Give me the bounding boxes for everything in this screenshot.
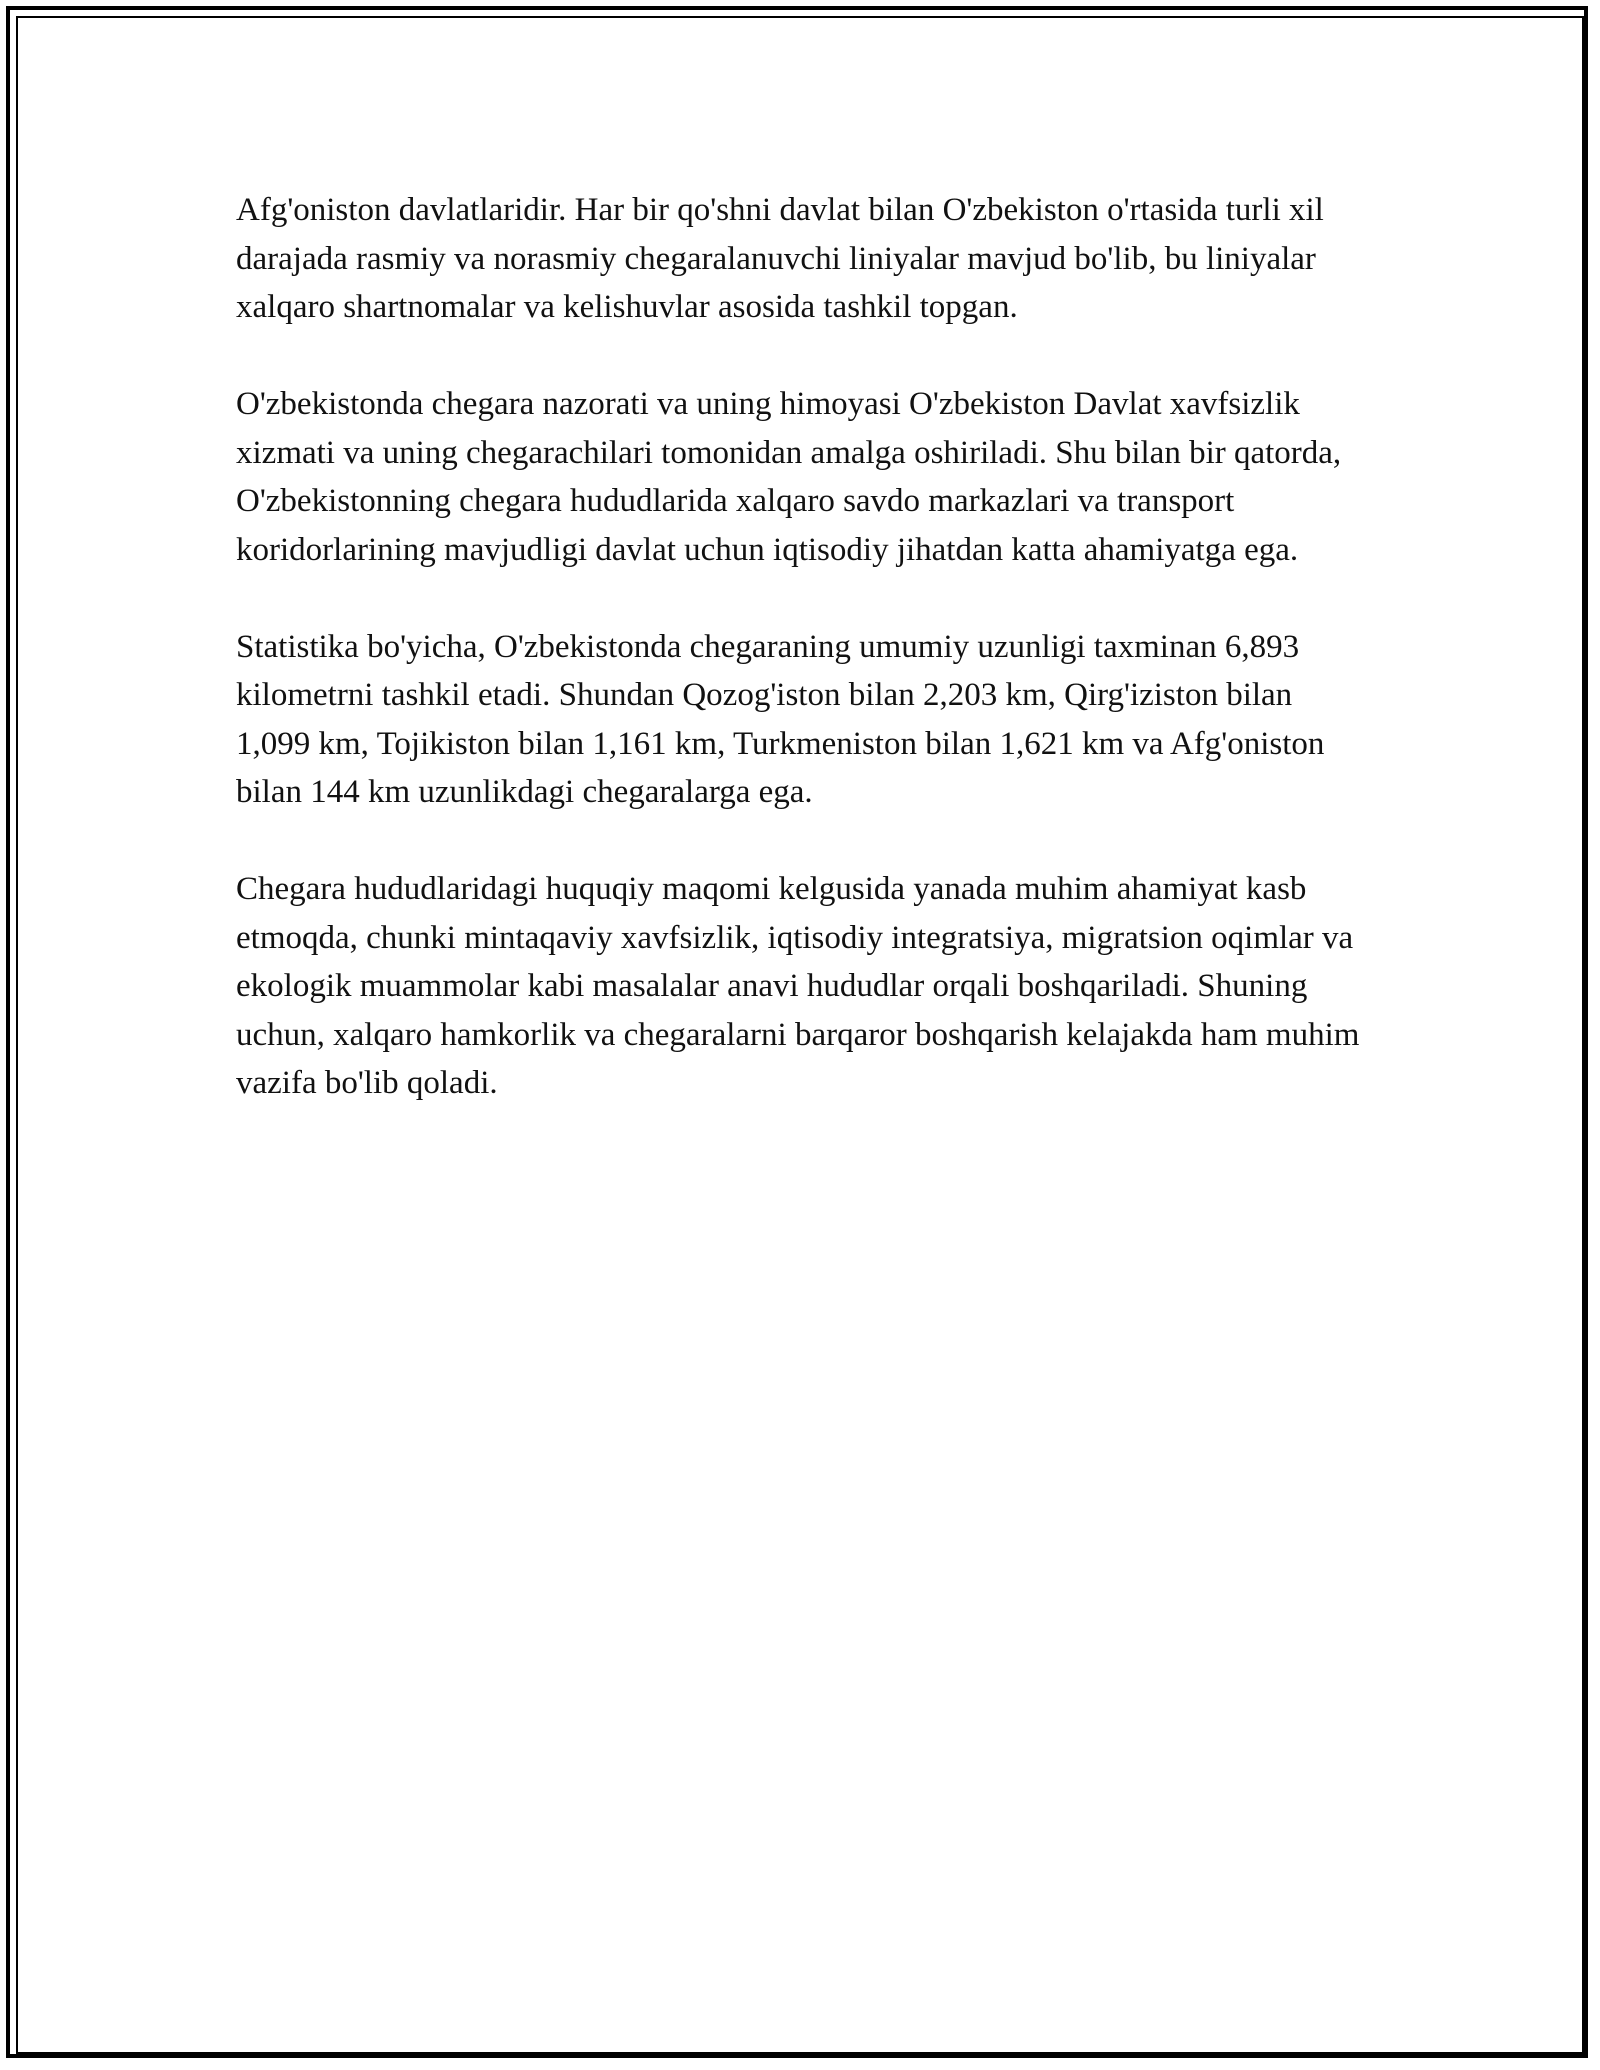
- paragraph-4: Chegara hududlaridagi huquqiy maqomi kelgusida yanada muhim ahamiyat kasb etmoqda, chunki mintaqaviy xavfsizlik, iqtisodiy integratsiya, migratsion oqimlar va ekologik muammolar kabi masalalar anavi hududlar orqali boshqariladi. Shuning uchun, xalqaro hamkorlik va chegaralarni barqaror boshqarish kelajakda ham muhim vazifa bo'lib qoladi.: [236, 871, 1360, 1101]
- paragraph-1: Afg'oniston davlatlaridir. Har bir qo'shni davlat bilan O'zbekiston o'rtasida turli xil darajada rasmiy va norasmiy chegaralanuvchi liniyalar mavjud bo'lib, bu liniyalar xalqaro shartnomalar va kelishuvlar asosida tashkil topgan.: [236, 192, 1324, 325]
- paragraph-2: O'zbekistonda chegara nazorati va uning himoyasi O'zbekiston Davlat xavfsizlik xizmati va uning chegarachilari tomonidan amalga oshiriladi. Shu bilan bir qatorda, O'zbekistonning chegara hududlarida xalqaro savdo markazlari va transport koridorlarining mavjudligi davlat uchun iqtisodiy jihatdan katta ahamiyatga ega.: [236, 386, 1342, 568]
- document-body: [236, 186, 1366, 1108]
- paragraph-3: Statistika bo'yicha, O'zbekistonda chegaraning umumiy uzunligi taxminan 6,893 kilometrni tashkil etadi. Shundan Qozog'iston bilan 2,203 km, Qirg'iziston bilan 1,099 km, Tojikiston bilan 1,161 km, Turkmeniston bilan 1,621 km va Afg'oniston bilan 144 km uzunlikdagi chegaralarga ega.: [236, 628, 1325, 810]
